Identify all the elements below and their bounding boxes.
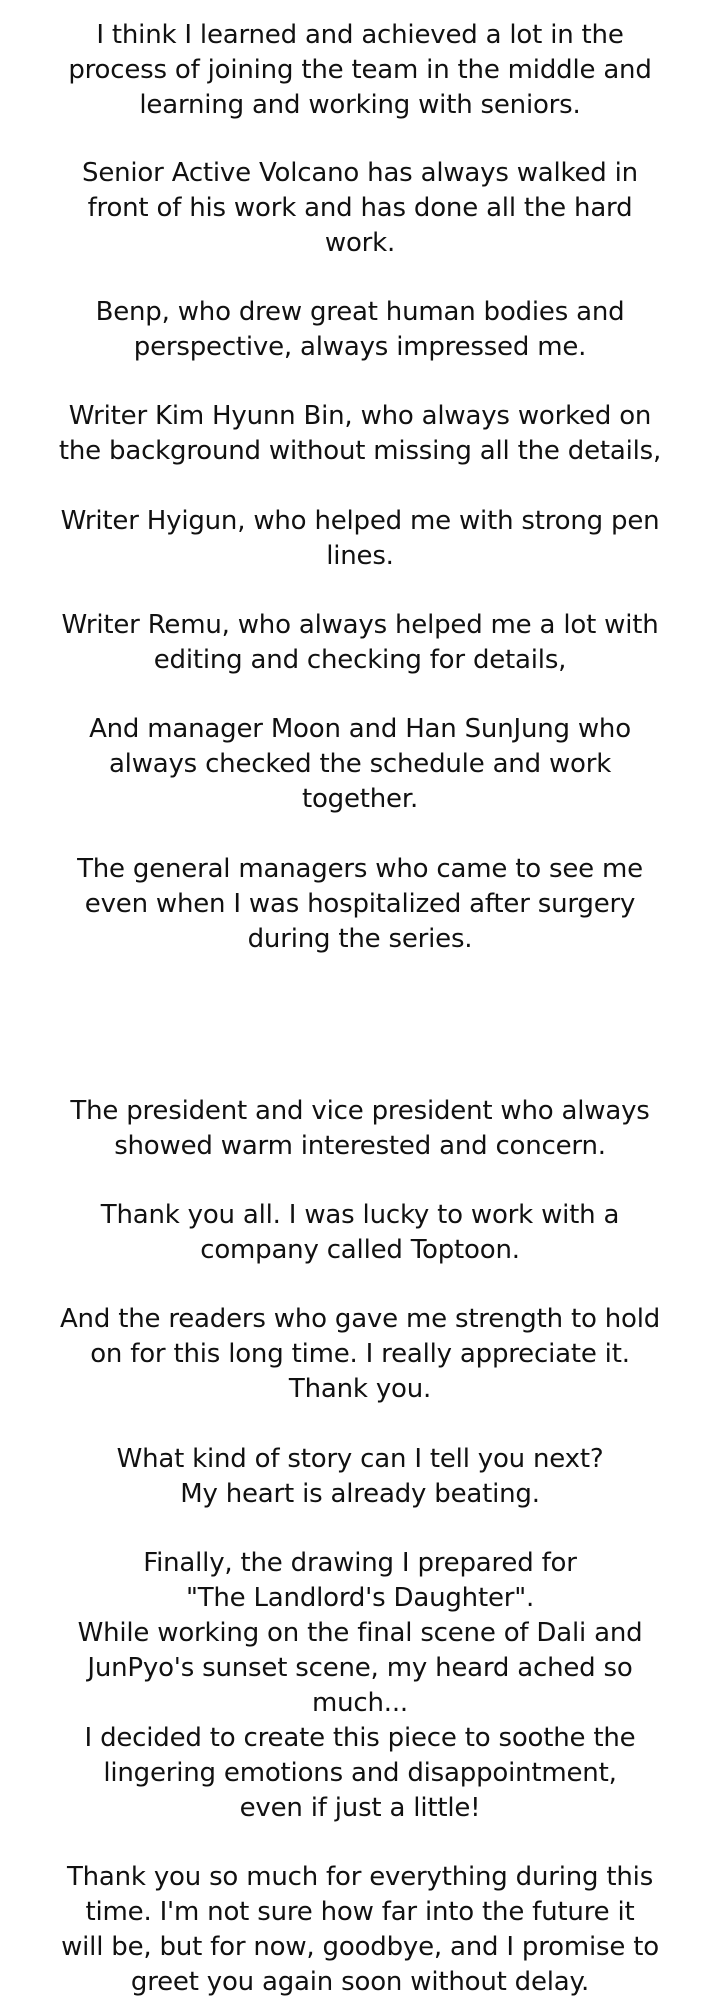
- text-line: Benp, who drew great human bodies and: [95, 297, 625, 327]
- text-line: My heart is already beating.: [180, 1479, 540, 1509]
- text-line: I think I learned and achieved a lot in the: [96, 20, 624, 50]
- text-line: learning and working with seniors.: [139, 90, 581, 120]
- text-line: process of joining the team in the middle and: [68, 55, 652, 85]
- text-line: Writer Remu, who always helped me a lot with: [61, 610, 659, 640]
- text-line: Writer Kim Hyunn Bin, who always worked on: [68, 401, 652, 431]
- text-line: Finally, the drawing I prepared for: [143, 1548, 577, 1578]
- text-line: work.: [324, 228, 396, 258]
- text-line: during the series.: [247, 924, 473, 954]
- text-line: editing and checking for details,: [153, 645, 567, 675]
- text-line: together.: [301, 784, 419, 814]
- text-line: And manager Moon and Han SunJung who: [89, 714, 631, 744]
- text-line: much...: [312, 1688, 408, 1718]
- text-line: Thank you.: [288, 1374, 432, 1404]
- text-line: on for this long time. I really appreciate it.: [90, 1339, 630, 1369]
- text-line: the background without missing all the details,: [58, 436, 662, 466]
- text-line: lingering emotions and disappointment,: [103, 1758, 617, 1788]
- text-line: company called Toptoon.: [200, 1235, 520, 1265]
- text-line: Writer Hyigun, who helped me with strong pen: [60, 506, 660, 536]
- text-line: perspective, always impressed me.: [133, 332, 587, 362]
- paragraph-remu: [30, 608, 690, 678]
- text-line: The general managers who came to see me: [77, 854, 643, 884]
- paragraph-thank-you-all: [30, 1198, 690, 1268]
- text-line: always checked the schedule and work: [108, 749, 612, 779]
- text-line: What kind of story can I tell you next?: [116, 1444, 604, 1474]
- text-line: I decided to create this piece to soothe the: [84, 1723, 636, 1753]
- paragraph-managers: [30, 712, 690, 817]
- paragraph-president: [30, 1094, 690, 1164]
- text-line: Thank you so much for everything during this: [66, 1862, 654, 1892]
- text-line: even if just a little!: [239, 1793, 481, 1823]
- text-line: Senior Active Volcano has always walked in: [82, 158, 638, 188]
- text-line: Thank you all. I was lucky to work with a: [100, 1200, 620, 1230]
- text-line: greet you again soon without delay.: [130, 1967, 590, 1997]
- paragraph-benp: [30, 295, 690, 365]
- text-line: And the readers who gave me strength to hold: [59, 1304, 661, 1334]
- text-line: lines.: [326, 541, 394, 571]
- paragraph-goodbye: [30, 1860, 690, 2000]
- text-line: While working on the final scene of Dali and: [77, 1618, 643, 1648]
- text-line: time. I'm not sure how far into the future it: [85, 1897, 635, 1927]
- text-line: showed warm interested and concern.: [114, 1131, 606, 1161]
- paragraph-readers: [30, 1302, 690, 1407]
- paragraph-final-drawing: [30, 1546, 690, 1826]
- text-line: even when I was hospitalized after surgery: [84, 889, 636, 919]
- text-line: front of his work and has done all the hard: [87, 193, 633, 223]
- text-line: The president and vice president who always: [70, 1096, 650, 1126]
- text-line: "The Landlord's Daughter".: [185, 1583, 535, 1613]
- paragraph-general-managers: [30, 852, 690, 957]
- text-line: JunPyo's sunset scene, my heard ached so: [87, 1653, 633, 1683]
- paragraph-kim-hyunn-bin: [30, 399, 690, 469]
- paragraph-intro: [30, 18, 690, 123]
- text-line: will be, but for now, goodbye, and I promise to: [61, 1932, 659, 1962]
- paragraph-next-story: [30, 1442, 690, 1512]
- paragraph-hyigun: [30, 504, 690, 574]
- paragraph-active-volcano: [30, 156, 690, 261]
